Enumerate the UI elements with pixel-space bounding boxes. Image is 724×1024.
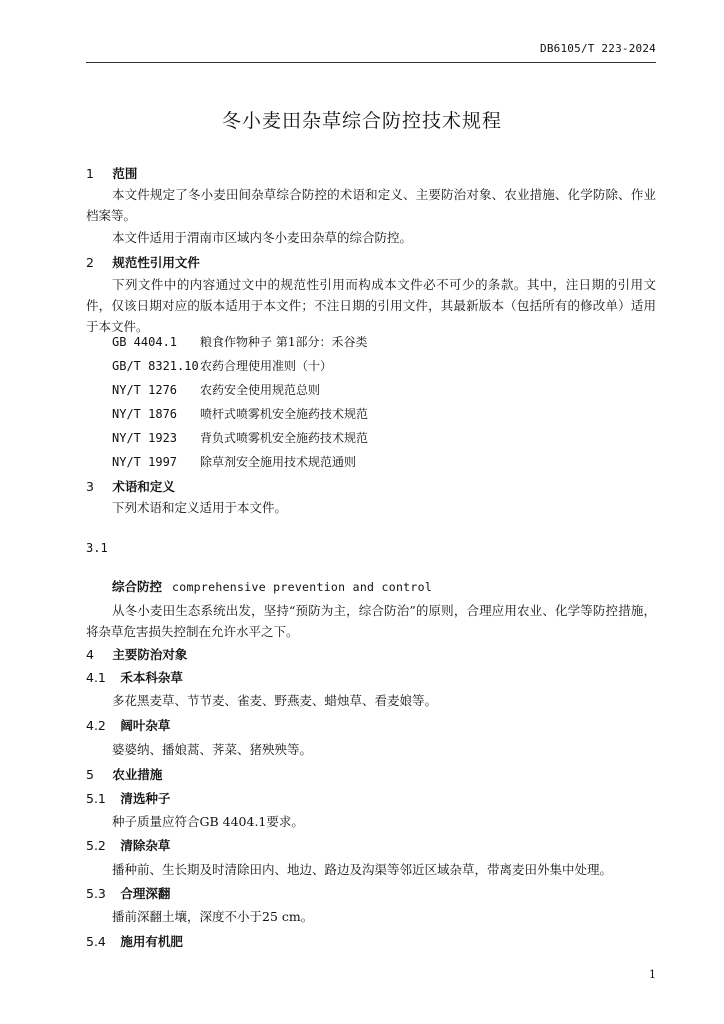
reference-name: 农药合理使用准则（十）	[200, 359, 333, 373]
header-rule	[86, 62, 656, 63]
section-title: 规范性引用文件	[112, 255, 200, 270]
term-number: 3.1	[86, 541, 108, 555]
section-4-heading	[86, 645, 187, 663]
section-1-heading	[86, 164, 137, 182]
section-title: 农业措施	[112, 767, 163, 782]
paragraph: 播种前、生长期及时清除田内、地边、路边及沟渠等邻近区域杂草，带离麦田外集中处理。	[112, 862, 613, 877]
paragraph: 本文件规定了冬小麦田间杂草综合防控的术语和定义、主要防治对象、农业措施、化学防除、作业档案等。	[86, 187, 656, 223]
reference-name: 背负式喷雾机安全施药技术规范	[200, 431, 369, 445]
reference-item	[112, 453, 356, 470]
reference-item	[112, 357, 332, 374]
reference-code: NY/T 1997	[112, 455, 178, 469]
reference-item	[112, 333, 367, 350]
subsection-number: 5.1	[86, 791, 106, 806]
reference-code: NY/T 1876	[112, 407, 178, 421]
reference-code: NY/T 1923	[112, 431, 178, 445]
term-chinese: 综合防控	[112, 579, 163, 594]
subsection-4-1-heading	[86, 668, 183, 686]
paragraph: 种子质量应符合GB 4404.1要求。	[112, 814, 304, 829]
term-definition: 从冬小麦田生态系统出发，坚持“预防为主，综合防治”的原则，合理应用农业、化学等防控措施，将杂草危害损失控制在允许水平之下。	[86, 603, 656, 639]
section-number: 4	[86, 647, 94, 662]
subsection-number: 4.1	[86, 670, 106, 685]
subsection-number: 5.3	[86, 886, 106, 901]
standard-code: DB6105/T 223-2024	[540, 42, 656, 55]
subsection-number: 4.2	[86, 718, 106, 733]
subsection-number: 5.2	[86, 838, 106, 853]
reference-name: 粮食作物种子 第1部分：禾谷类	[200, 335, 368, 349]
page-number: 1	[649, 968, 656, 981]
subsection-4-2-heading	[86, 716, 170, 734]
document-title: 冬小麦田杂草综合防控技术规程	[221, 110, 502, 132]
section-number: 2	[86, 255, 94, 270]
section-2-heading	[86, 253, 200, 271]
paragraph: 婆婆纳、播娘蒿、荠菜、猪殃殃等。	[112, 742, 313, 757]
section-number: 5	[86, 767, 94, 782]
section-title: 主要防治对象	[112, 647, 188, 662]
subsection-5-2-heading	[86, 836, 170, 854]
reference-code: GB/T 8321.10	[112, 359, 199, 373]
subsection-5-1-heading	[86, 789, 170, 807]
subsection-5-4-heading	[86, 932, 183, 950]
paragraph: 下列文件中的内容通过文中的规范性引用而构成本文件必不可少的条款。其中，注日期的引用文件，仅该日期对应的版本适用于本文件；不注日期的引用文件，其最新版本（包括所有的修改单）适用于本文件。	[86, 277, 656, 334]
term-entry	[112, 577, 432, 595]
section-number: 1	[86, 166, 94, 181]
paragraph: 下列术语和定义适用于本文件。	[112, 500, 288, 515]
subsection-5-3-heading	[86, 884, 170, 902]
subsection-title: 施用有机肥	[120, 934, 183, 949]
paragraph: 多花黑麦草、节节麦、雀麦、野燕麦、蜡烛草、看麦娘等。	[112, 693, 438, 708]
section-number: 3	[86, 479, 94, 494]
section-3-heading	[86, 477, 175, 495]
paragraph: 本文件适用于渭南市区域内冬小麦田杂草的综合防控。	[112, 230, 413, 245]
reference-name: 喷杆式喷雾机安全施药技术规范	[200, 407, 369, 421]
reference-item	[112, 405, 368, 422]
reference-item	[112, 429, 368, 446]
subsection-title: 清除杂草	[120, 838, 171, 853]
paragraph: 播前深翻土壤，深度不小于25 cm。	[112, 909, 314, 924]
reference-code: NY/T 1276	[112, 383, 178, 397]
subsection-title: 合理深翻	[120, 886, 171, 901]
subsection-number: 5.4	[86, 934, 106, 949]
reference-item	[112, 381, 320, 398]
subsection-title: 禾本科杂草	[120, 670, 183, 685]
reference-name: 除草剂安全施用技术规范通则	[200, 455, 357, 469]
subsection-title: 阔叶杂草	[120, 718, 171, 733]
section-5-heading	[86, 765, 162, 783]
section-title: 术语和定义	[112, 479, 175, 494]
reference-code: GB 4404.1	[112, 335, 178, 349]
term-english: comprehensive prevention and control	[172, 580, 433, 594]
section-title: 范围	[112, 166, 138, 181]
reference-name: 农药安全使用规范总则	[200, 383, 321, 397]
subsection-title: 清选种子	[120, 791, 171, 806]
